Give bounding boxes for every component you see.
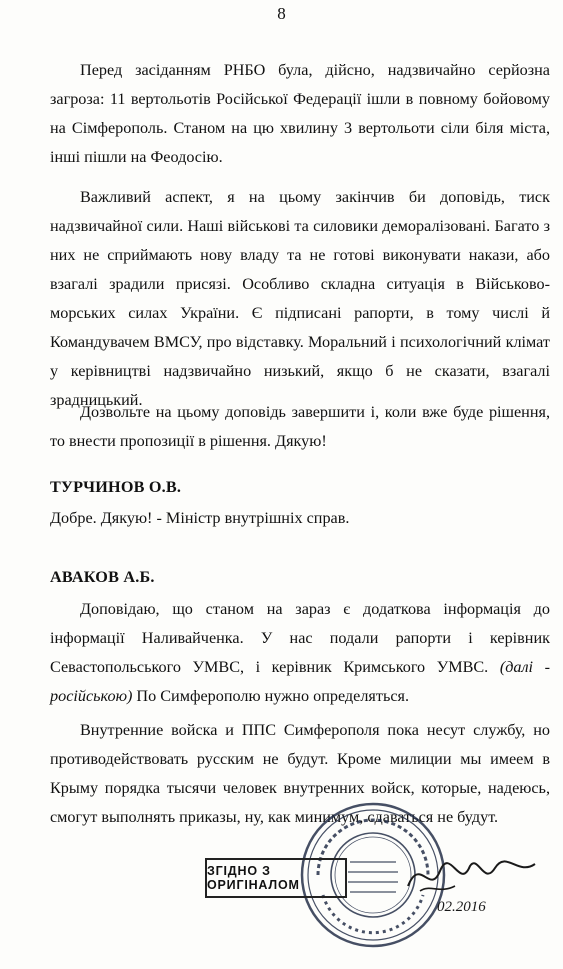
speaker-turchynov: ТУРЧИНОВ О.В. [50, 478, 182, 496]
paragraph-avakov-report [50, 595, 550, 711]
paragraph-conclusion: Дозвольте на цьому доповідь завершити і, коли вже буде рішення, то внести пропозиції в рішення. Дякую! [50, 403, 550, 450]
stamp-date: 02.2016 [437, 899, 486, 915]
certified-copy-stamp: ЗГІДНО З ОРИГІНАЛОМ [205, 858, 347, 898]
paragraph-military-morale: Важливий аспект, я на цьому закінчив би доповідь, тиск надзвичайної сили. Наші військові та силовики деморалізовані. Багато з них не сприймають нову владу та не готові виконувати накази, або взагалі зрадили присязі. Особливо складна ситуація в Військово-морських силах України. Є підписані рапорти, в тому числі й Командувачем ВМСУ, про відставку. Моральний і психологічний клімат у керівництві надзвичайно низький, якщо б не сказати, взагалі зрадницький. [50, 188, 550, 409]
avakov-report-text: Доповідаю, що станом на зараз є додаткова інформація до інформації Наливайченка. У нас подали рапорти і керівник Севастопольського УМВС, і керівник Кримського УМВС. [50, 600, 550, 676]
paragraph-internal-troops: Внутренние войска и ППС Симферополя пока несут службу, но противодействовать русским не будут. Кроме милиции мы имеем в Крыму порядка тысячи человек внутренних войск, которые, надеюсь, смогут выполнять приказы, ну, как минимум, сдаваться не будут. [50, 721, 550, 826]
handwritten-signature-image [400, 846, 540, 906]
language-note: (далі - російською) [50, 658, 551, 705]
paragraph-helicopters: Перед засіданням РНБО була, дійсно, надзвичайно серйозна загроза: 11 вертольотів Російської Федерації ішли в повному бойовому на Сімферополь. Станом на цю хвилину 3 вертольоти сіли біля міста, інші пішли на Феодосію. [50, 61, 550, 166]
turchynov-remark: Добре. Дякую! - Міністр внутрішніх справ. [50, 509, 350, 527]
page-number: 8 [277, 4, 286, 23]
avakov-report-text-russian: По Симферополю нужно определяться. [132, 687, 410, 705]
speaker-avakov: АВАКОВ А.Б. [50, 568, 155, 586]
